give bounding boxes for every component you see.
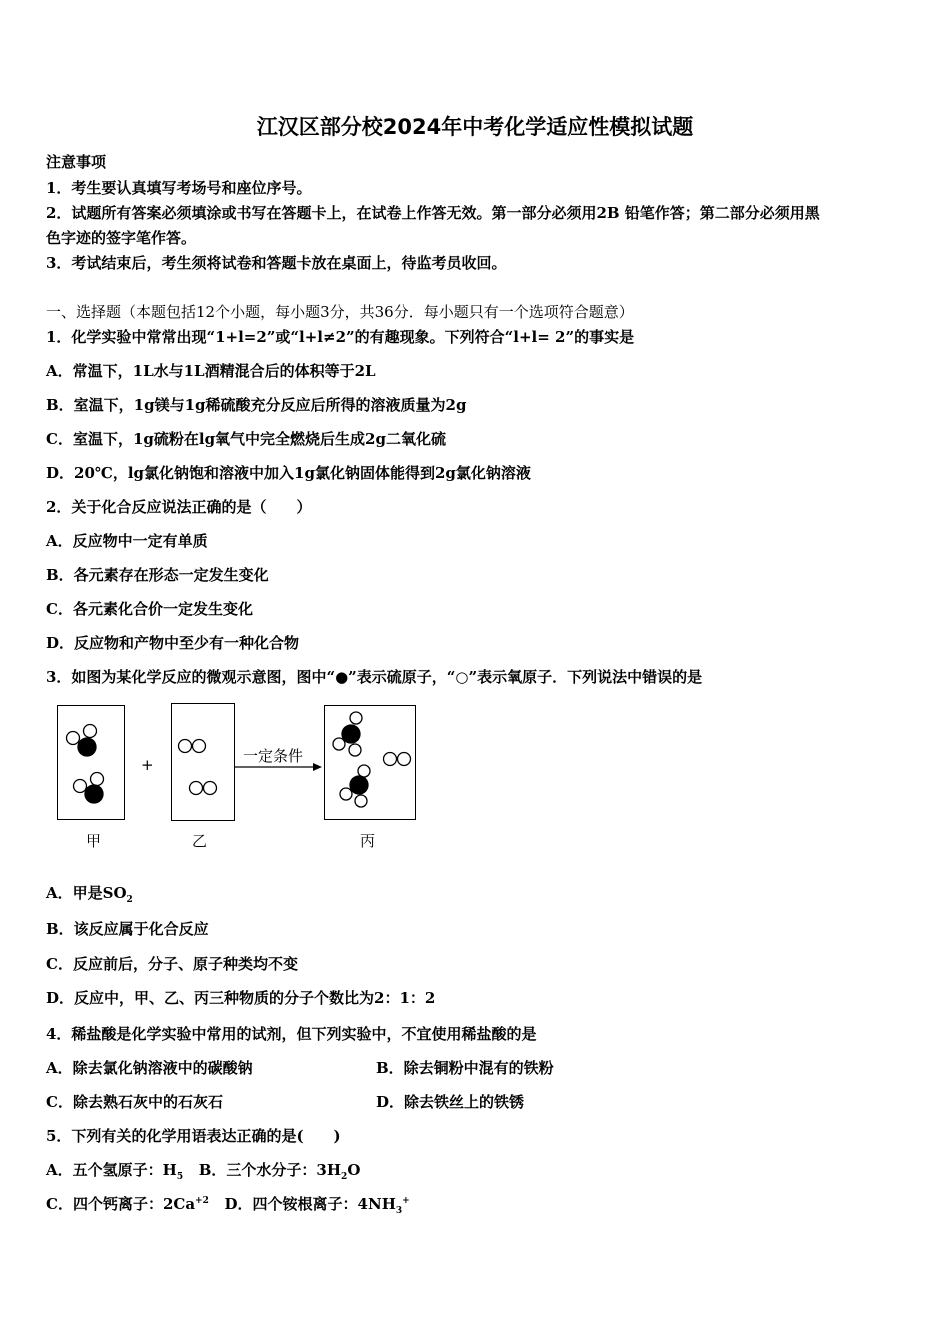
- question-4-option-b: B．除去铜粉中混有的铁粉: [376, 1059, 554, 1077]
- question-2-option-b: B．各元素存在形态一定发生变化: [46, 566, 269, 584]
- question-1-option-c: C．室温下，1g硫粉在lg氧气中完全燃烧后生成2g二氧化硫: [46, 430, 446, 448]
- sulfur-atom: [85, 785, 103, 803]
- question-5-option-b: B．三个水分子：$3H_2O$: [198, 1161, 361, 1182]
- question-3-option-a: A．甲是$SO_2$: [46, 884, 133, 905]
- question-5-options-cd: [46, 1194, 410, 1214]
- oxygen-atom: [350, 712, 362, 724]
- question-1-option-a: A．常温下，1L水与1L酒精混合后的体积等于2L: [46, 362, 376, 380]
- question-5-option-d: D．四个铵根离子：$4NH_3^+$: [224, 1195, 410, 1216]
- arrow-head: [313, 763, 322, 771]
- question-3-stem: 3．如图为某化学反应的微观示意图，图中“●”表示硫原子，“○”表示氧原子．下列说法中错误的是: [46, 668, 703, 686]
- oxygen-atom: [193, 740, 206, 753]
- oxygen-atom: [67, 732, 80, 745]
- label-bing: 丙: [360, 832, 376, 850]
- oxygen-atom: [91, 773, 104, 786]
- notice-item-2-line-2: 色字迹的签字笔作答。: [46, 229, 197, 247]
- question-1-stem: 1．化学实验中常常出现“1+l=2”或“l+l≠2”的有趣现象。下列符合“l+l= 2”的事实是: [46, 328, 635, 346]
- label-jia: 甲: [86, 832, 102, 850]
- oxygen-atom: [340, 788, 352, 800]
- notice-item-3: 3．考试结束后，考生须将试卷和答题卡放在桌面上，待监考员收回。: [46, 254, 507, 272]
- oxygen-atom: [355, 795, 367, 807]
- oxygen-atom: [190, 782, 203, 795]
- notice-heading: 注意事项: [46, 153, 107, 171]
- page-title: 江汉区部分校2024年中考化学适应性模拟试题: [256, 115, 694, 139]
- question-2-stem: 2．关于化合反应说法正确的是（ ）: [46, 498, 312, 516]
- notice-item-2-line-1: 2．试题所有答案必须填涂或书写在答题卡上，在试卷上作答无效。第一部分必须用2B 铅笔作答；第二部分必须用黑: [46, 204, 820, 222]
- question-5-option-a: A．五个氢原子：$H_5$: [46, 1161, 184, 1182]
- oxygen-atom: [349, 744, 361, 756]
- sulfur-atom: [342, 725, 360, 743]
- oxygen-atom: [384, 753, 397, 766]
- question-2-option-a: A．反应物中一定有单质: [46, 532, 208, 550]
- question-5-stem: 5．下列有关的化学用语表达正确的是( ): [46, 1127, 341, 1145]
- question-3-option-c: C．反应前后，分子、原子种类均不变: [46, 955, 298, 973]
- oxygen-atom: [204, 782, 217, 795]
- oxygen-atom: [179, 740, 192, 753]
- question-5-options-ab: [46, 1160, 360, 1180]
- oxygen-atom: [74, 780, 87, 793]
- question-4-option-a: A．除去氯化钠溶液中的碳酸钠: [46, 1059, 253, 1077]
- oxygen-atom: [333, 738, 345, 750]
- label-yi: 乙: [192, 832, 208, 850]
- sulfur-atom: [78, 738, 96, 756]
- question-3-option-d: D．反应中，甲、乙、丙三种物质的分子个数比为2：1：2: [46, 989, 436, 1007]
- oxygen-atom: [358, 765, 370, 777]
- question-1-option-d: D．20℃，lg氯化钠饱和溶液中加入1g氯化钠固体能得到2g氯化钠溶液: [46, 464, 531, 482]
- question-3-option-b: B．该反应属于化合反应: [46, 920, 209, 938]
- plus-sign: +: [141, 756, 154, 774]
- question-4-option-c: C．除去熟石灰中的石灰石: [46, 1093, 223, 1111]
- sulfur-atom: [350, 776, 368, 794]
- oxygen-atom: [84, 725, 97, 738]
- question-2-option-d: D．反应物和产物中至少有一种化合物: [46, 634, 300, 652]
- section-1-heading: 一、选择题（本题包括12个小题，每小题3分，共36分．每小题只有一个选项符合题意）: [46, 303, 634, 321]
- oxygen-atom: [398, 753, 411, 766]
- reaction-condition: 一定条件: [243, 747, 304, 765]
- question-1-option-b: B．室温下，1g镁与1g稀硫酸充分反应后所得的溶液质量为2g: [46, 396, 467, 414]
- question-4-option-d: D．除去铁丝上的铁锈: [376, 1093, 525, 1111]
- question-4-stem: 4．稀盐酸是化学实验中常用的试剂，但下列实验中，不宜使用稀盐酸的是: [46, 1025, 537, 1043]
- question-2-option-c: C．各元素化合价一定发生变化: [46, 600, 253, 618]
- notice-item-1: 1．考生要认真填写考场号和座位序号。: [46, 179, 312, 197]
- question-5-option-c: C．四个钙离子：$2Ca^{+2}$: [46, 1195, 209, 1213]
